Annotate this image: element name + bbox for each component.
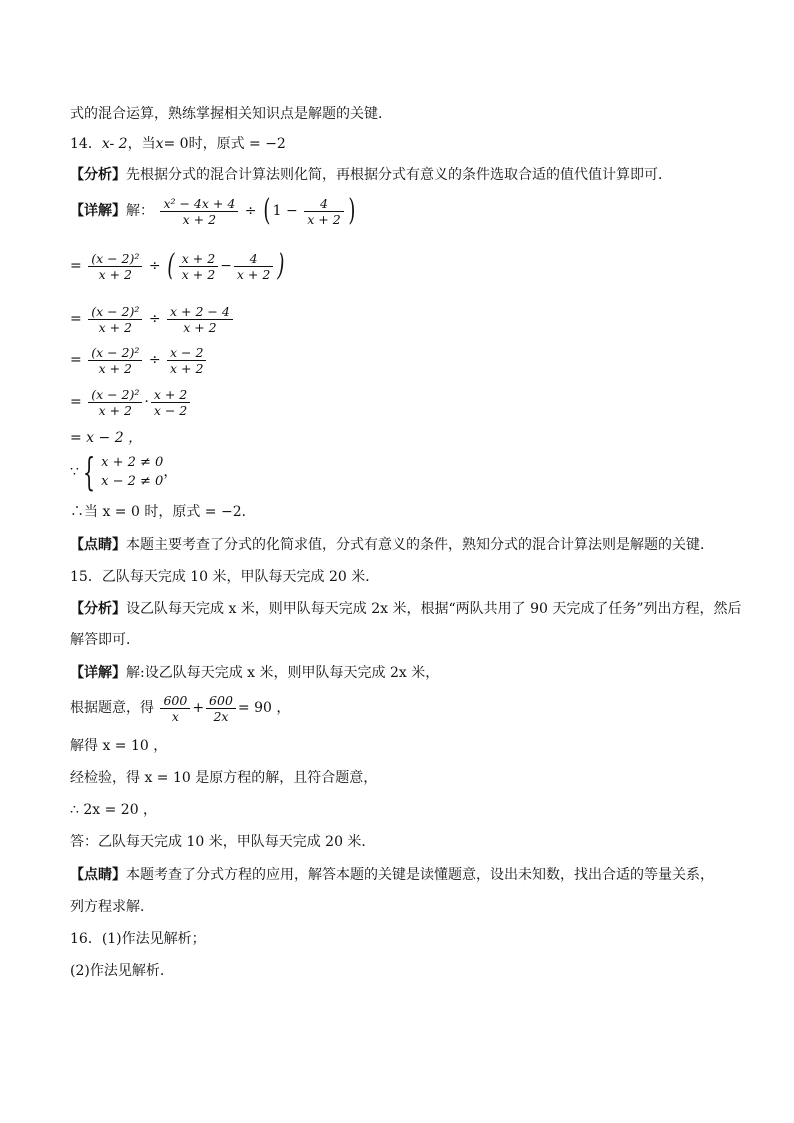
q16-line1: 16．(1)作法见解析； [70, 931, 206, 947]
q14-result: = x − 2 ， [70, 430, 143, 446]
q14-detail-expr-0: 【详解】解： $\frac{\text{x² − 4x + 4}}{x + 2}$ ÷ ( 1 − $\frac{4}{x + 2}$ ) [70, 193, 356, 228]
q15-therefore: ∴ 2x = 20 ， [70, 802, 158, 818]
q15-detail: 【详解】解:设乙队每天完成 x 米，则甲队每天完成 2x 米， [70, 665, 440, 681]
q14-answer: 14．x- 2，当x= 0时，原式 = −2 [70, 136, 286, 152]
text-line: 式的混合运算，熟练掌握相关知识点是解题的关键． [70, 106, 392, 122]
q14-analysis: 【分析】先根据分式的混合计算法则化简，再根据分式有意义的条件选取合适的值代值计算即可． [70, 167, 672, 183]
q14-expr-1: = $\frac{\text{(x − 2)²}}{x + 2}$ ÷ ( $\frac{x + 2}{x + 2}$ − $\frac{4}{x + 2}$ ) [70, 248, 285, 283]
q15-analysis-cont: 解答即可． [70, 632, 140, 648]
fraction: $\frac{4}{x + 2}$ [304, 196, 343, 227]
q15-solve: 解得 x = 10 ， [70, 738, 168, 754]
q15-final: 答：乙队每天完成 10 米，甲队每天完成 20 米． [70, 834, 376, 850]
q15-comment: 【点睛】本题考查了分式方程的应用，解答本题的关键是读懂题意，设出未知数，找出合适的等量关系， [70, 867, 714, 883]
q15-answer: 15．乙队每天完成 10 米，甲队每天完成 20 米． [70, 569, 380, 585]
q14-expr-2: = $\frac{\text{(x − 2)²}}{x + 2}$ ÷ $\frac{x + 2 - 4}{x + 2}$ [70, 302, 235, 336]
fraction: $\frac{\text{x² − 4x + 4}}{x + 2}$ [160, 196, 238, 227]
q16-line2: (2)作法见解析. [70, 963, 165, 979]
q14-expr-4: = $\frac{\text{(x − 2)²}}{x + 2}$ · $\frac{x + 2}{x - 2}$ [70, 385, 192, 419]
q14-therefore: ∴当 x = 0 时，原式 = −2． [70, 504, 256, 520]
q15-comment-cont: 列方程求解． [70, 899, 154, 915]
q15-equation: 根据题意，得 $\frac{600}{x}$ + $\frac{600}{2x}$ = 90 ， [70, 692, 291, 724]
q15-analysis: 【分析】设乙队每天完成 x 米，则甲队每天完成 2x 米，根据“两队共用了 90 天完成了任务”列出方程，然后 [70, 601, 742, 617]
q14-expr-3: = $\frac{\text{(x − 2)²}}{x + 2}$ ÷ $\frac{x - 2}{x + 2}$ [70, 343, 208, 377]
q14-comment: 【点睛】本题主要考查了分式的化简求值，分式有意义的条件，熟知分式的混合计算法则是解题的关键． [70, 537, 714, 553]
q15-check: 经检验，得 x = 10 是原方程的解，且符合题意， [70, 770, 378, 786]
q14-conditions: ∵ { x + 2 ≠ 0 x − 2 ≠ 0 ， [70, 450, 178, 494]
